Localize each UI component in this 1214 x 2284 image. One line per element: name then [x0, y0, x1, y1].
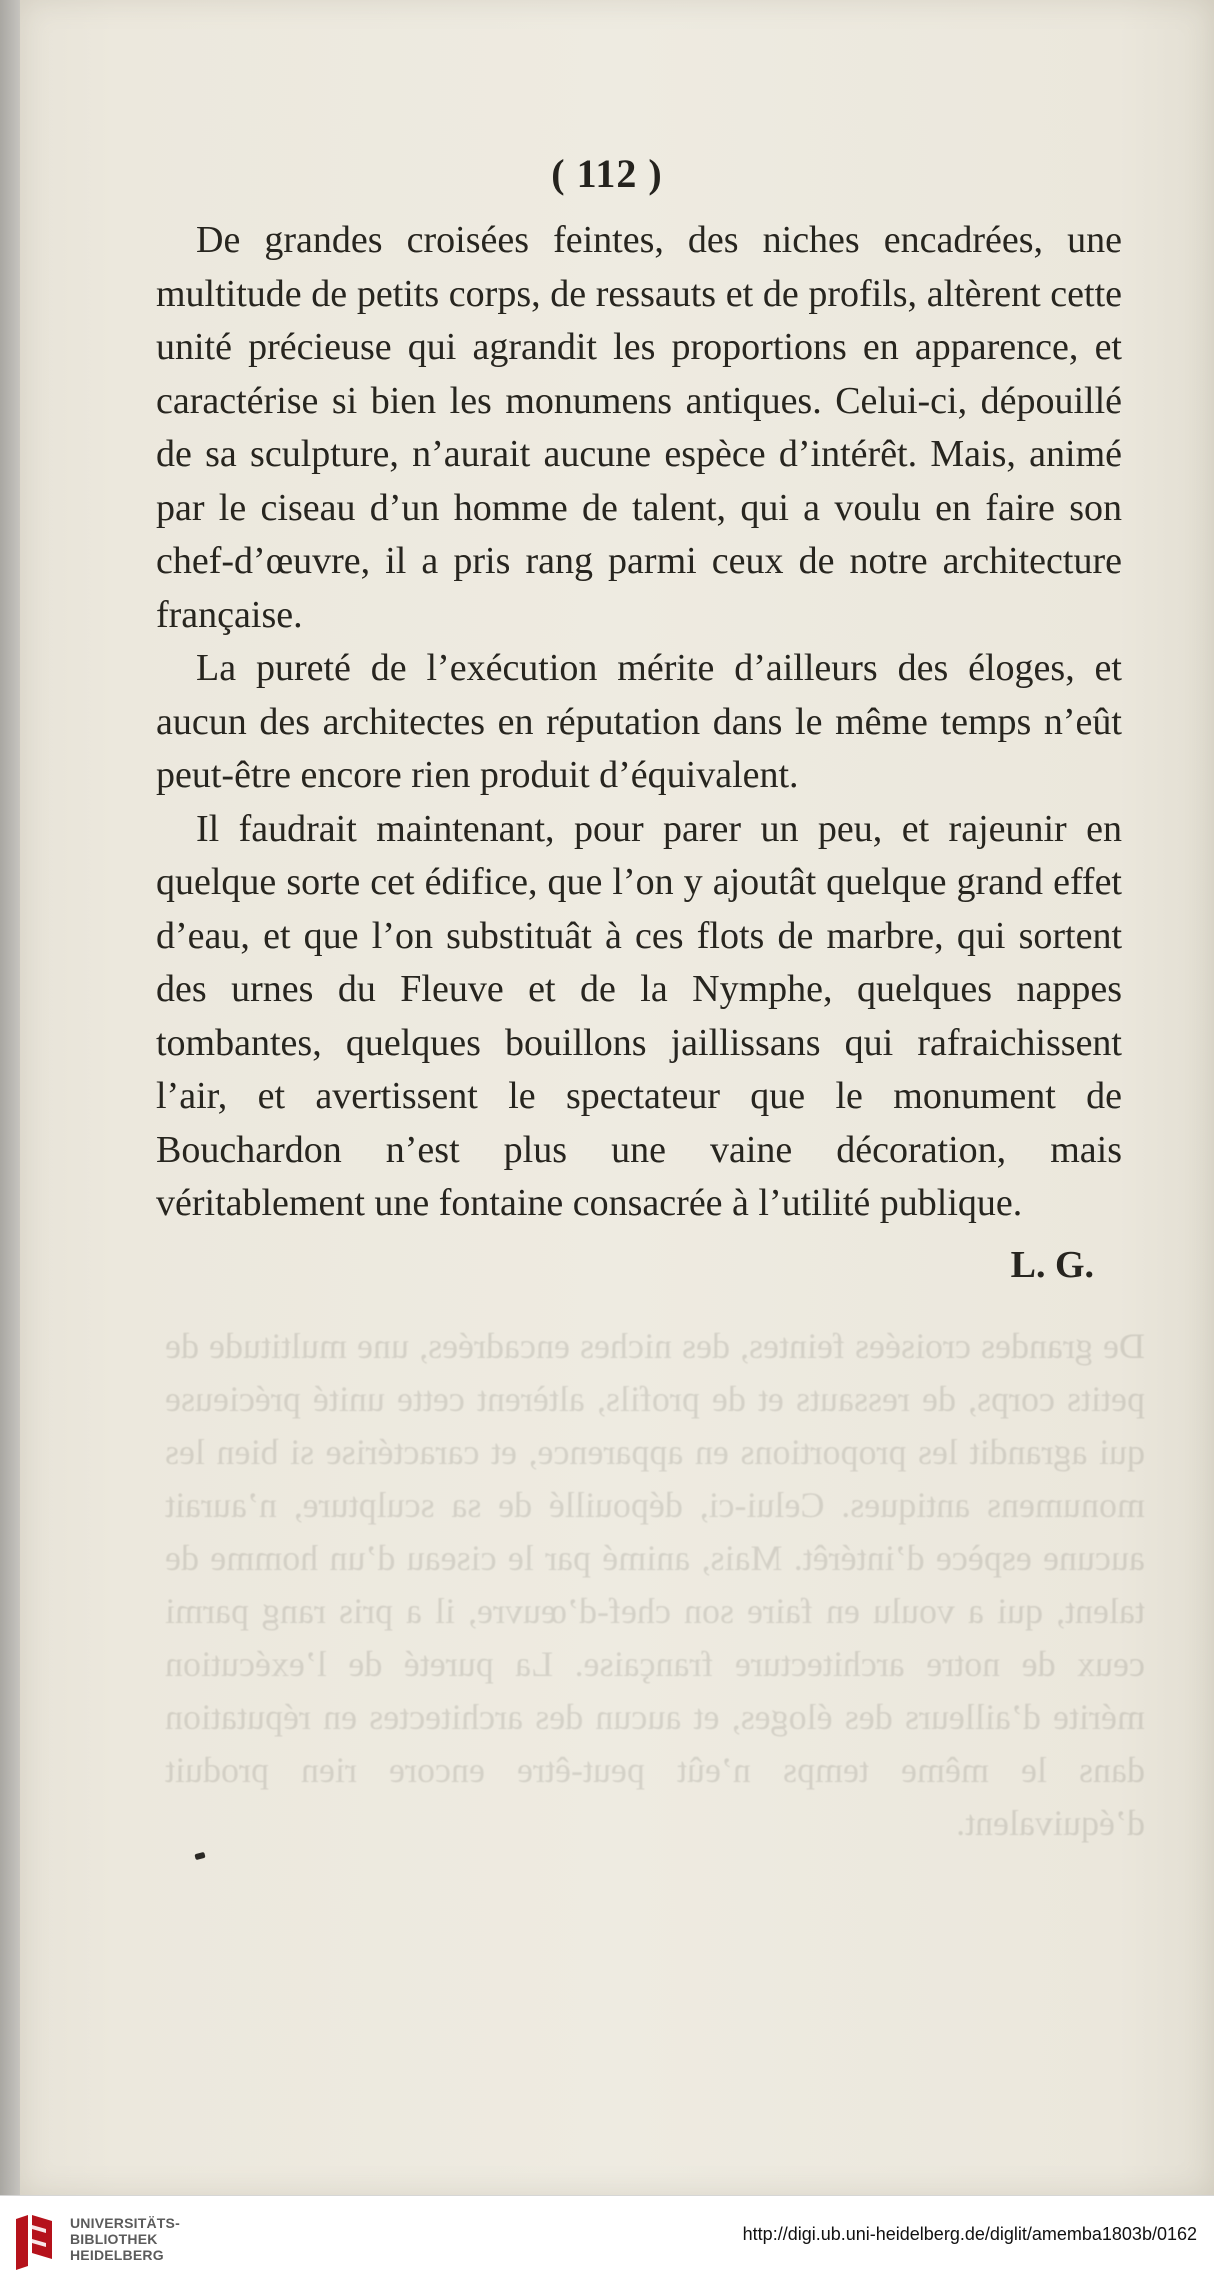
viewer-footer [0, 2195, 1214, 2284]
institution-line-3: HEIDELBERG [70, 2247, 164, 2263]
page-text [156, 214, 1122, 1292]
paragraph-3: Il faudrait maintenant, pour parer un peu, et rajeunir en quelque sorte cet édifice, que l’on y ajoutât quelque grand effet d’eau, et que l’on substituât à ces flots de marbre, qui sortent des urnes du Fleuve et de la Nymphe, quelques nappes tombantes, quelques bouillons jaillissans qui rafraichissent l’air, et avertissent le spectateur que le monument de Bouchardon n’est plus une vaine décoration, mais véritablement une fontaine consacrée à l’utilité publique. [156, 807, 1122, 1224]
institution-name[interactable] [70, 2215, 180, 2263]
page-edge [0, 0, 20, 2195]
bleed-through-text: De grandes croisées feintes, des niches encadrées, une multitude de petits corps, de ressauts et de profils, altèrent cette unité précieuse qui agrandit les proportions en apparence, et caractérise si bien les monumens antiques. Celui-ci, dépouillé de sa sculpture, n’aurait aucune espèce d’intérêt. Mais, animé par le ciseau d’un homme de talent, qui a voulu en faire son chef-d’œuvre, il a pris rang parmi ceux de notre architecture française. La pureté de l’exécution mérite d’ailleurs des éloges, et aucun des architectes en réputation dans le même temps n’eût peut-être encore rien produit d’équivalent. [164, 1326, 1145, 1843]
permanent-url-link[interactable]: http://digi.ub.uni-heidelberg.de/diglit/amemba1803b/0162 [742, 2224, 1197, 2244]
page-number: ( 112 ) [551, 151, 663, 196]
author-signature: L. G. [1010, 1243, 1094, 1286]
paragraph-2: La pureté de l’exécution mérite d’ailleurs des éloges, et aucun des architectes en réputation dans le même temps n’eût peut-être encore rien produit d’équivalent. [156, 647, 1122, 796]
institution-line-1: UNIVERSITÄTS- [70, 2215, 180, 2231]
university-library-logo-icon[interactable] [12, 2211, 56, 2271]
paragraph-1: De grandes croisées feintes, des niches encadrées, une multitude de petits corps, de ressauts et de profils, altèrent cette unité précieuse qui agrandit les proportions en apparence, et caractérise si bien les monumens antiques. Celui-ci, dépouillé de sa sculpture, n’aurait aucune espèce d’intérêt. Mais, animé par le ciseau d’un homme de talent, qui a voulu en faire son chef-d’œuvre, il a pris rang parmi ceux de notre architecture française. [156, 219, 1122, 636]
institution-line-2: BIBLIOTHEK [70, 2231, 158, 2247]
